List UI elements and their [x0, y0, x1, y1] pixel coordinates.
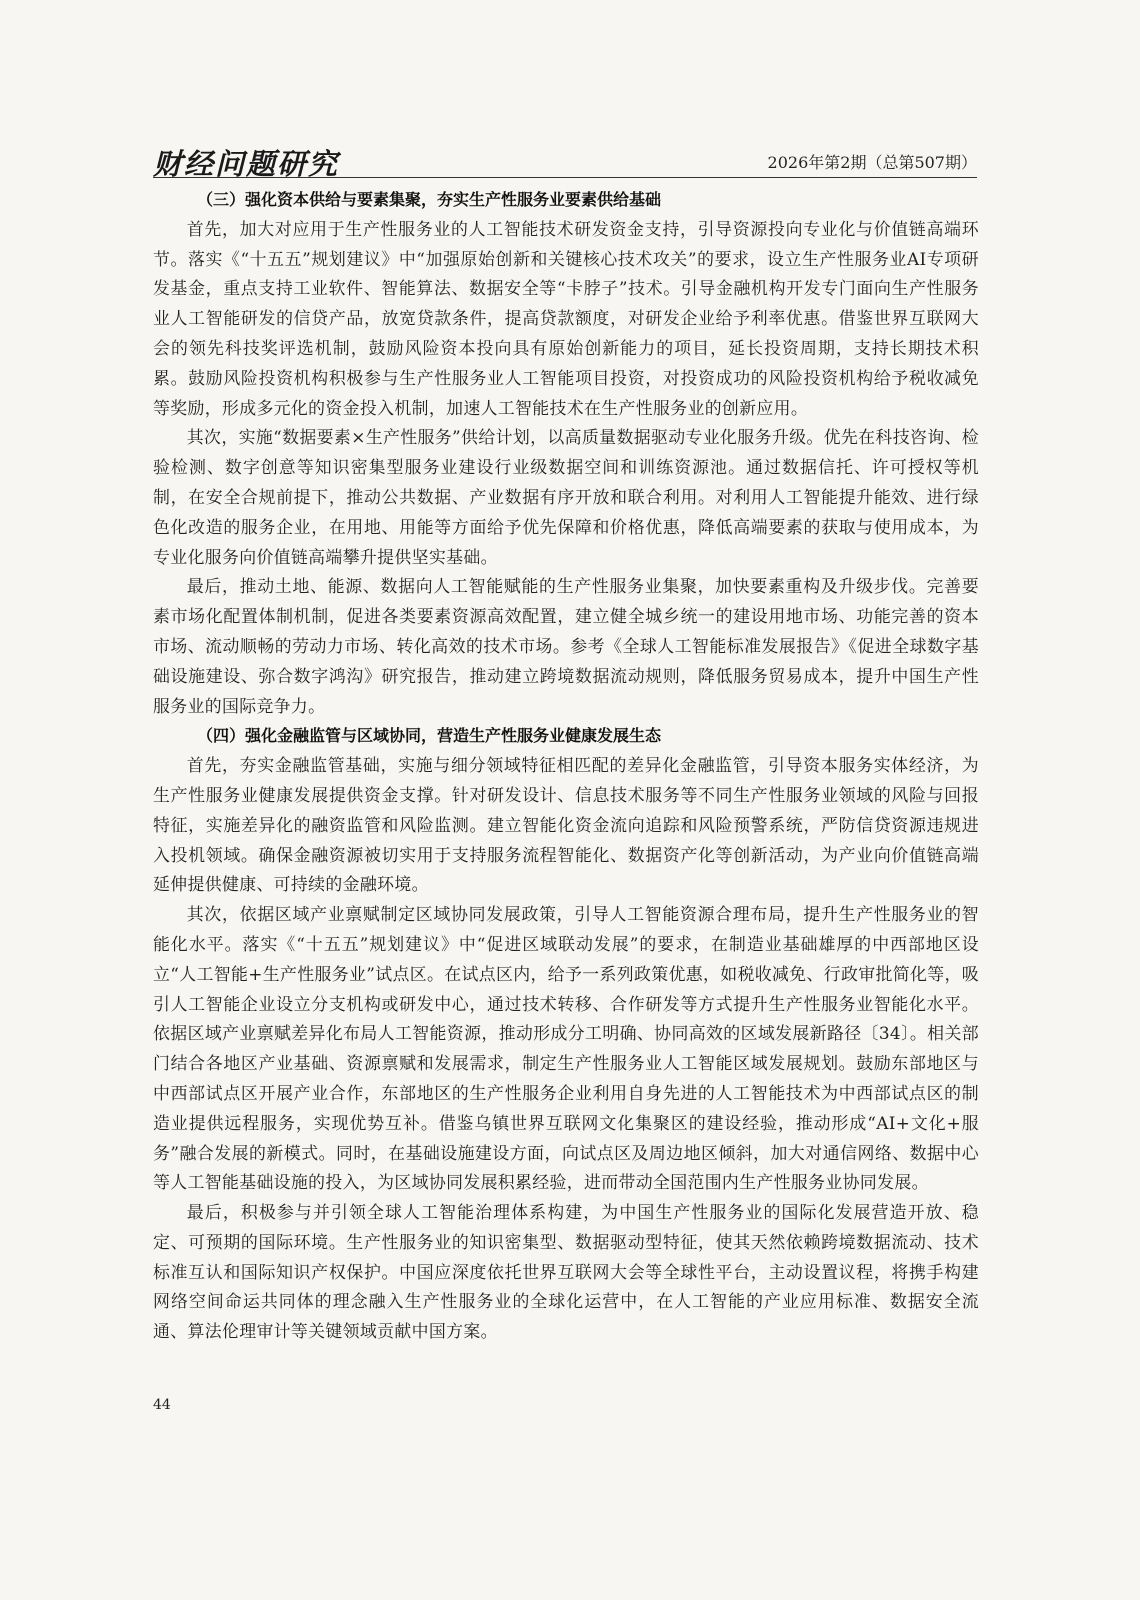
paragraph: 最后，推动土地、能源、数据向人工智能赋能的生产性服务业集聚，加快要素重构及升级步伐。完善要素市场化配置体制机制，促进各类要素资源高效配置，建立健全城乡统一的建设用地市场、功能完善的资本市场、流动顺畅的劳动力市场、转化高效的技术市场。参考《全球人工智能标准发展报告》《促进全球数字基础设施建设、弥合数字鸿沟》研究报告，推动建立跨境数据流动规则，降低服务贸易成本，提升中国生产性服务业的国际竞争力。 — [153, 576, 979, 716]
paragraph: 其次，实施“数据要素×生产性服务”供给计划，以高质量数据驱动专业化服务升级。优先在科技咨询、检验检测、数字创意等知识密集型服务业建设行业级数据空间和训练资源池。通过数据信托、许可授权等机制，在安全合规前提下，推动公共数据、产业数据有序开放和联合利用。对利用人工智能提升能效、进行绿色化改造的服务企业，在用地、用能等方面给予优先保障和价格优惠，降低高端要素的获取与使用成本，为专业化服务向价值链高端攀升提供坚实基础。 — [153, 427, 979, 567]
section-heading: （三）强化资本供给与要素集聚，夯实生产性服务业要素供给基础 — [197, 190, 662, 209]
paragraph: 首先，加大对应用于生产性服务业的人工智能技术研发资金支持，引导资源投向专业化与价值链高端环节。落实《“十五五”规划建议》中“加强原始创新和关键核心技术攻关”的要求，设立生产性服务业AI专项研发基金，重点支持工业软件、智能算法、数据安全等“卡脖子”技术。引导金融机构开发专门面向生产性服务业人工智能研发的信贷产品，放宽贷款条件，提高贷款额度，对研发企业给予利率优惠。借鉴世界互联网大会的领先科技奖评选机制，鼓励风险资本投向具有原始创新能力的项目，延长投资周期，支持长期技术积累。鼓励风险投资机构积极参与生产性服务业人工智能项目投资，对投资成功的风险投资机构给予税收减免等奖励，形成多元化的资金投入机制，加速人工智能技术在生产性服务业的创新应用。 — [153, 218, 979, 418]
issue-info: 2026年第2期（总第507期） — [767, 153, 977, 172]
journal-title: 财经问题研究 — [153, 147, 340, 181]
page-number: 44 — [153, 1397, 171, 1413]
paragraph: 最后，积极参与并引领全球人工智能治理体系构建，为中国生产性服务业的国际化发展营造开放、稳定、可预期的国际环境。生产性服务业的知识密集型、数据驱动型特征，使其天然依赖跨境数据流动、技术标准互认和国际知识产权保护。中国应深度依托世界互联网大会等全球性平台，主动设置议程，将携手构建网络空间命运共同体的理念融入生产性服务业的全球化运营中，在人工智能的产业应用标准、数据安全流通、算法伦理审计等关键领域贡献中国方案。 — [153, 1202, 979, 1342]
header-divider — [153, 177, 977, 178]
paragraph: 其次，依据区域产业禀赋制定区域协同发展政策，引导人工智能资源合理布局，提升生产性服务业的智能化水平。落实《“十五五”规划建议》中“促进区域联动发展”的要求，在制造业基础雄厚的中西部地区设立“人工智能+生产性服务业”试点区。在试点区内，给予一系列政策优惠，如税收减免、行政审批简化等，吸引人工智能企业设立分支机构或研发中心，通过技术转移、合作研发等方式提升生产性服务业智能化水平。依据区域产业禀赋差异化布局人工智能资源，推动形成分工明确、协同高效的区域发展新路径〔34〕。相关部门结合各地区产业基础、资源禀赋和发展需求，制定生产性服务业人工智能区域发展规划。鼓励东部地区与中西部试点区开展产业合作，东部地区的生产性服务企业利用自身先进的人工智能技术为中西部试点区的制造业提供远程服务，实现优势互补。借鉴乌镇世界互联网文化集聚区的建设经验，推动形成“AI+文化+服务”融合发展的新模式。同时，在基础设施建设方面，向试点区及周边地区倾斜，加大对通信网络、数据中心等人工智能基础设施的投入，为区域协同发展积累经验，进而带动全国范围内生产性服务业协同发展。 — [153, 904, 979, 1193]
article-body — [153, 185, 979, 1347]
section-heading: （四）强化金融监管与区域协同，营造生产性服务业健康发展生态 — [197, 726, 662, 746]
paragraph: 首先，夯实金融监管基础，实施与细分领域特征相匹配的差异化金融监管，引导资本服务实体经济，为生产性服务业健康发展提供资金支撑。针对研发设计、信息技术服务等不同生产性服务业领域的风险与回报特征，实施差异化的融资监管和风险监测。建立智能化资金流向追踪和风险预警系统，严防信贷资源违规进入投机领域。确保金融资源被切实用于支持服务流程智能化、数据资产化等创新活动，为产业向价值链高端延伸提供健康、可持续的金融环境。 — [153, 755, 979, 895]
